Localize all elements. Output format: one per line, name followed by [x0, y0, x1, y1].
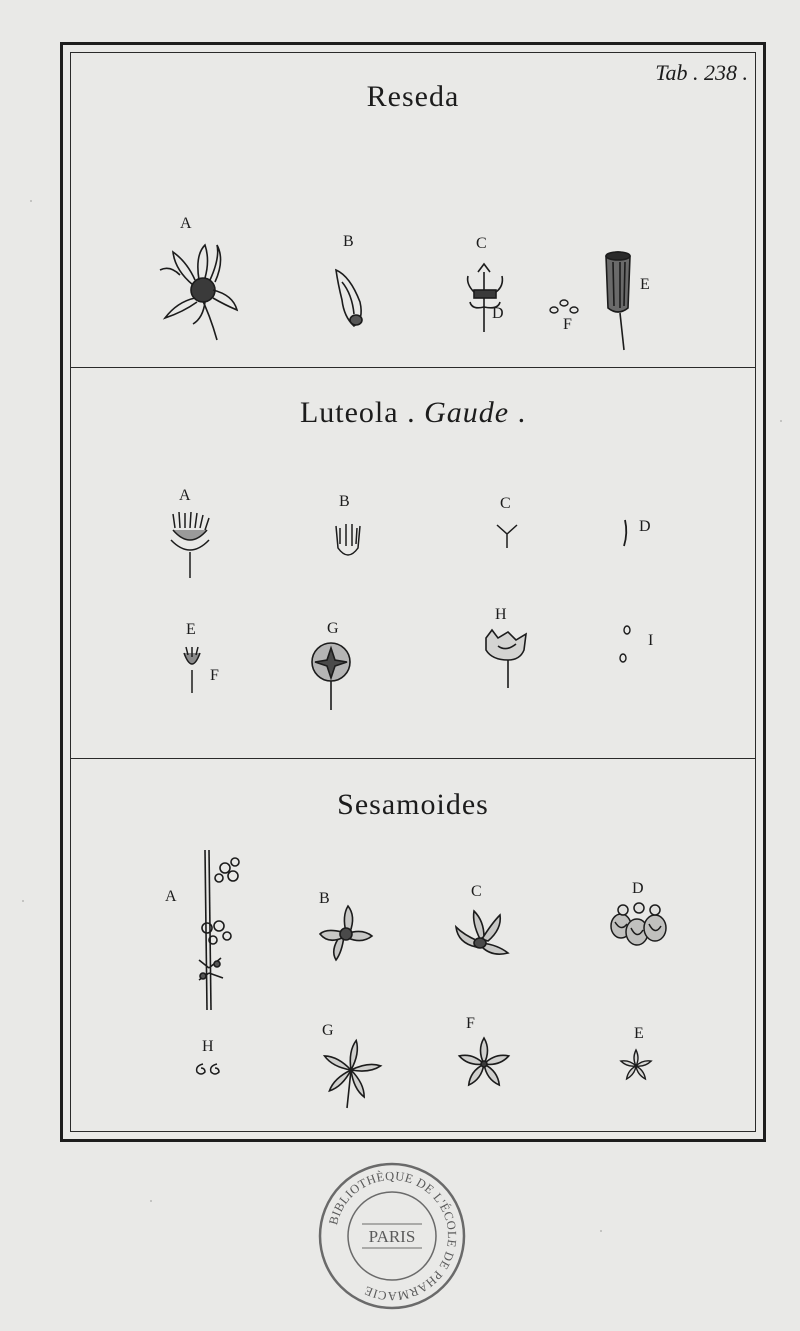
stamp-center-text: PARIS: [368, 1227, 416, 1246]
figure-letter: D: [639, 518, 651, 535]
figure-letter: E: [634, 1025, 644, 1042]
section-title-luteola: [70, 396, 756, 430]
stamp-ring-text: BIBLIOTHÈQUE DE L'ÉCOLE DE PHARMACIE: [326, 1168, 460, 1304]
title-period: .: [517, 396, 527, 429]
paper-speck: [600, 1230, 602, 1232]
figure-letter: H: [202, 1038, 214, 1055]
sesamoides-flower-f-illustration: [452, 1036, 516, 1096]
figure-letter: F: [210, 667, 219, 684]
figure-letter: A: [165, 888, 177, 905]
luteola-part-d-illustration: [618, 518, 632, 548]
sesamoides-seeds-h-illustration: [193, 1060, 229, 1078]
figure-letter: D: [492, 305, 504, 322]
figure-letter: E: [186, 621, 196, 638]
luteola-part-e-illustration: [180, 645, 205, 695]
figure-letter: F: [466, 1015, 475, 1032]
paper-speck: [30, 200, 32, 202]
section-divider: [70, 758, 756, 759]
figure-letter: B: [339, 493, 350, 510]
figure-letter: I: [648, 632, 654, 649]
figure-letter: E: [640, 276, 650, 293]
sesamoides-flower-g-illustration: [315, 1038, 387, 1110]
gaude-title: Gaude: [424, 396, 510, 429]
figure-letter: A: [180, 215, 192, 232]
luteola-capsule-g-illustration: [305, 640, 357, 712]
sesamoides-stem-a-illustration: [195, 848, 250, 1013]
section-title-reseda: Reseda: [366, 80, 460, 113]
section-divider: [70, 367, 756, 368]
figure-letter: G: [322, 1022, 334, 1039]
figure-letter: C: [476, 235, 487, 252]
reseda-capsule-e-illustration: [598, 248, 638, 353]
reseda-petal-b-illustration: [328, 262, 373, 332]
reseda-pistil-c-illustration: [462, 262, 512, 337]
sesamoides-flower-c-illustration: [452, 905, 512, 960]
plate-frame-inner: [70, 52, 756, 1132]
luteola-flower-a-illustration: [165, 510, 215, 580]
library-stamp: [318, 1162, 466, 1310]
luteola-petal-b-illustration: [330, 518, 365, 563]
figure-letter: C: [500, 495, 511, 512]
reseda-seeds-f-illustration: [546, 298, 581, 318]
figure-letter: F: [563, 316, 572, 333]
paper-speck: [22, 900, 24, 902]
paper-speck: [780, 420, 782, 422]
luteola-seeds-i-illustration: [615, 622, 635, 667]
sesamoides-flower-b-illustration: [316, 902, 376, 964]
figure-letter: A: [179, 487, 191, 504]
figure-letter: D: [632, 880, 644, 897]
luteola-title: Luteola .: [299, 396, 416, 429]
sesamoides-flower-e-illustration: [618, 1048, 654, 1084]
plate-number: Tab . 238 .: [655, 60, 748, 85]
reseda-flower-a-illustration: [155, 240, 240, 350]
figure-letter: B: [343, 233, 354, 250]
paper-speck: [150, 1200, 152, 1202]
figure-letter: C: [471, 883, 482, 900]
sesamoides-fruit-d-illustration: [607, 902, 673, 952]
figure-letter: B: [319, 890, 330, 907]
figure-letter: G: [327, 620, 339, 637]
section-title-sesamoides: Sesamoides: [337, 788, 489, 821]
luteola-capsule-h-illustration: [480, 628, 532, 690]
figure-letter: H: [495, 606, 507, 623]
luteola-part-c-illustration: [492, 520, 522, 550]
